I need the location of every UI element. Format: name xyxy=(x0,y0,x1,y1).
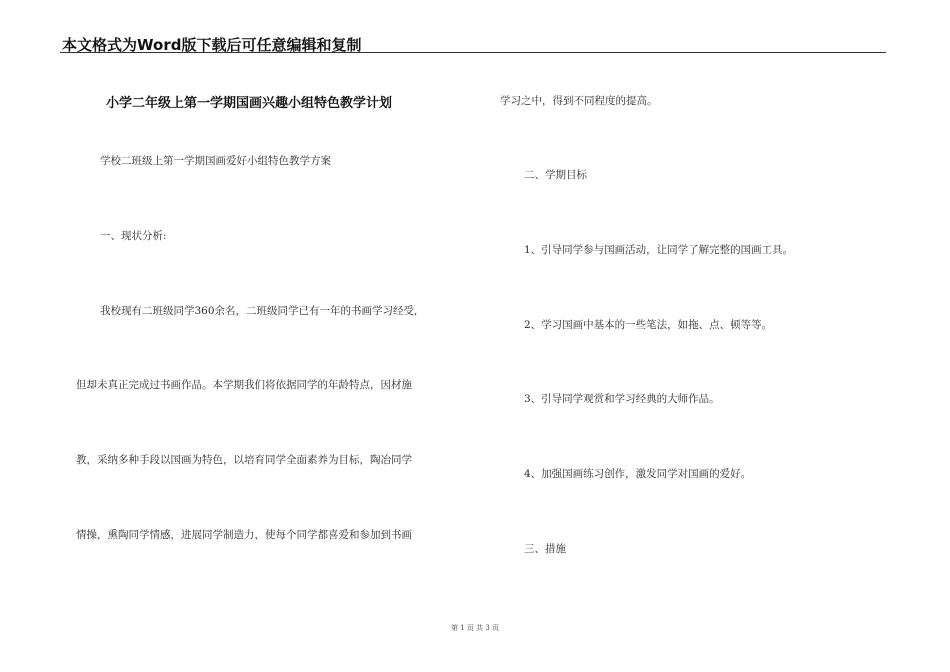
right-line-5: 3、引导同学观赏和学习经典的大师作品。 xyxy=(524,393,720,405)
left-line-3: 我校现有二班级同学360余名，二班级同学已有一年的书画学习经受, xyxy=(100,305,418,317)
left-line-6: 情操，熏陶同学情感，进展同学制造力，使每个同学都喜爱和参加到书画 xyxy=(76,529,412,541)
left-line-1: 学校二班级上第一学期国画爱好小组特色教学方案 xyxy=(100,155,331,167)
header-banner: 本文格式为Word版下载后可任意编辑和复制 xyxy=(62,36,362,54)
left-line-2: 一、现状分析: xyxy=(100,230,167,242)
left-line-5: 教，采纳多种手段以国画为特色，以培育同学全面素养为目标，陶冶同学 xyxy=(76,454,412,466)
right-line-4: 2、学习国画中基本的一些笔法，如拖、点、顿等等。 xyxy=(524,319,773,331)
header-divider xyxy=(60,52,886,53)
page-indicator: 第 1 页 共 3 页 xyxy=(450,624,500,632)
right-line-2: 二、学期目标 xyxy=(524,169,587,181)
right-line-3: 1、引导同学参与国画活动，让同学了解完整的国画工具。 xyxy=(524,244,794,256)
left-line-4: 但却未真正完成过书画作品。本学期我们将依据同学的年龄特点，因材施 xyxy=(76,379,412,391)
right-line-6: 4、加强国画练习创作，激发同学对国画的爱好。 xyxy=(524,468,752,480)
document-title: 小学二年级上第一学期国画兴趣小组特色教学计划 xyxy=(106,96,393,111)
right-line-7: 三、措施 xyxy=(524,543,566,555)
right-line-1: 学习之中，得到不同程度的提高。 xyxy=(500,95,658,107)
